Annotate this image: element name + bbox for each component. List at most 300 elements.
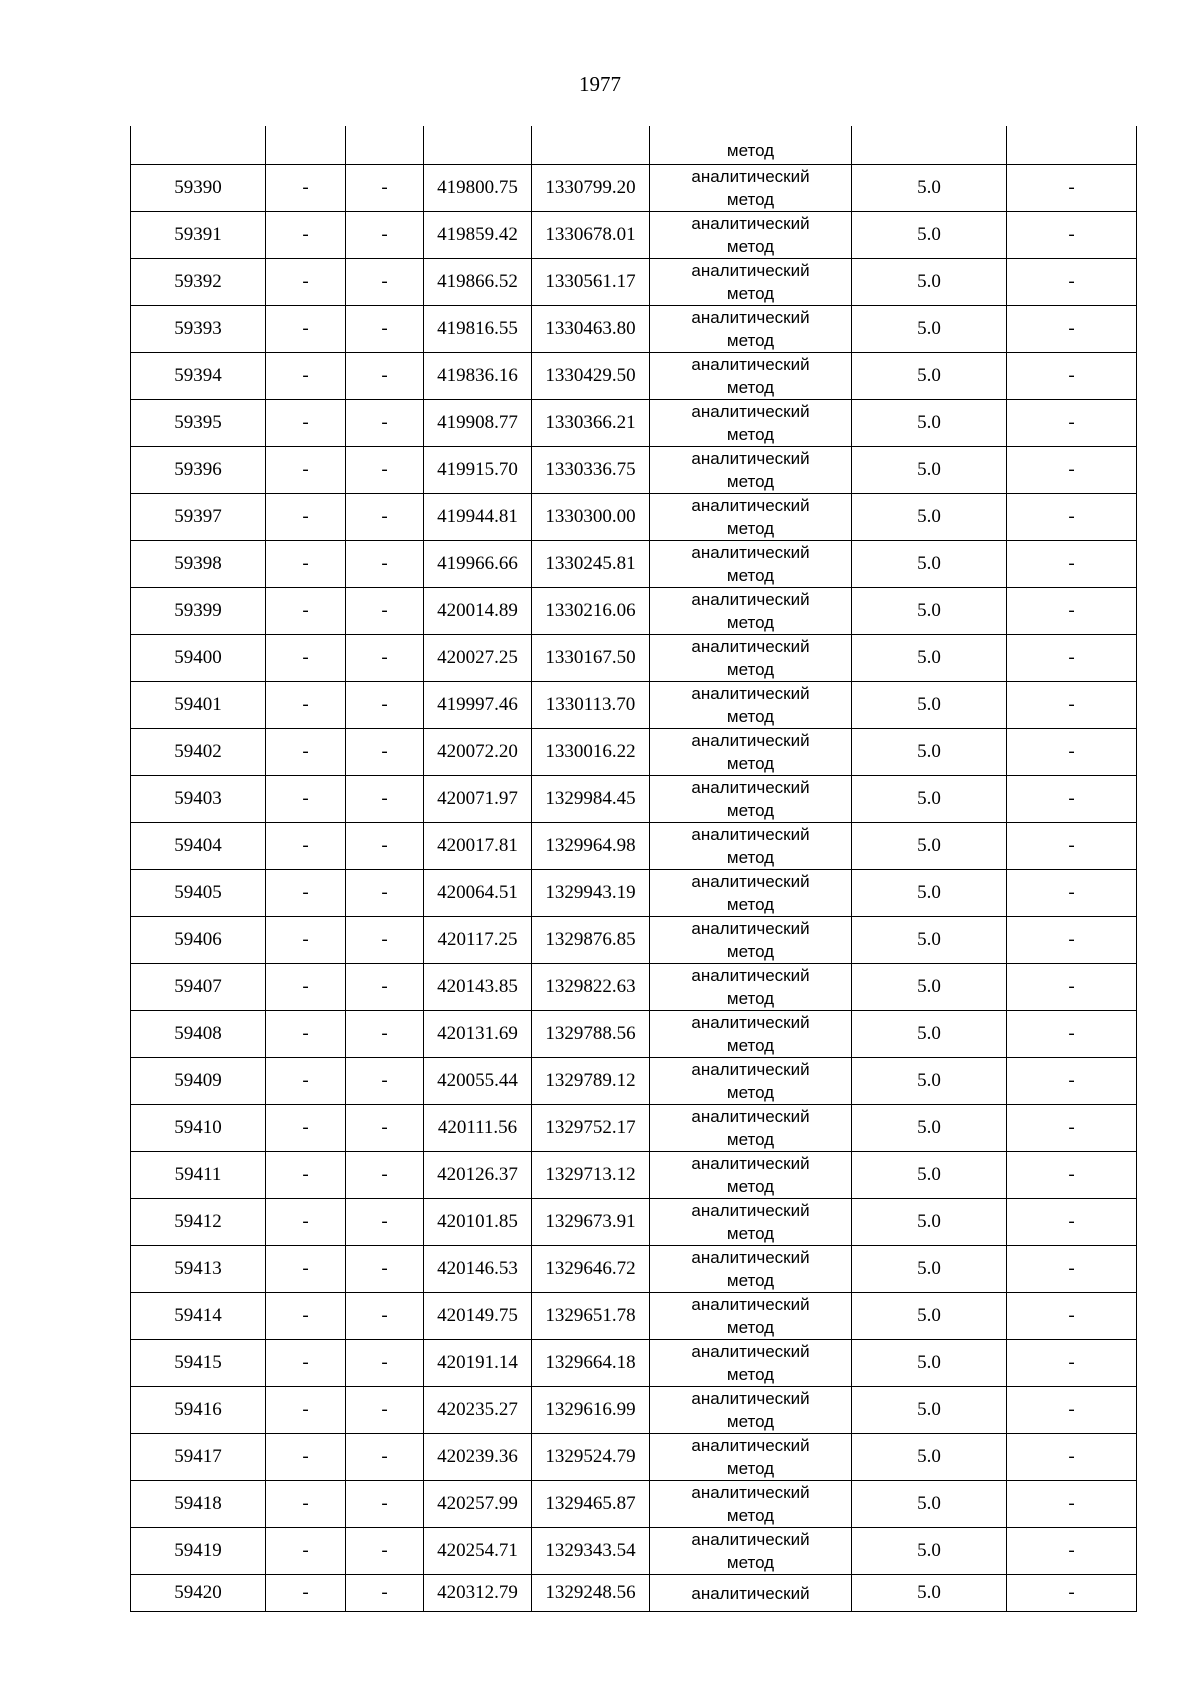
cell-y-coordinate: 1329984.45 [532,776,650,823]
cell-dash: - [346,917,424,964]
method-line-2: метод [726,1271,775,1290]
cell-method [650,1152,852,1199]
cell-dash: - [266,776,346,823]
cell-dash: - [1007,1528,1137,1575]
cell-dash: - [1007,400,1137,447]
cell-dash: - [1007,447,1137,494]
table-row [131,212,1137,259]
cell-y-coordinate: 1330245.81 [532,541,650,588]
cell-y-coordinate: 1330336.75 [532,447,650,494]
method-line-1: аналитический [691,1389,810,1408]
method-line-1: аналитический [691,1530,810,1549]
cell-method [650,1575,852,1612]
method-line-2: метод [726,1412,775,1431]
cell-dash: - [346,1575,424,1612]
cell-accuracy: 5.0 [852,1434,1007,1481]
cell-method [650,635,852,682]
method-line-1: аналитический [691,590,810,609]
cell-point-number: 59419 [131,1528,266,1575]
table-row [131,823,1137,870]
cell-x-coordinate: 420072.20 [424,729,532,776]
cell-dash: - [1007,1246,1137,1293]
cell-dash: - [346,1293,424,1340]
cell-dash: - [1007,776,1137,823]
page-number: 1977 [579,72,621,96]
method-line-2: метод [726,1318,775,1337]
cell-point-number: 59393 [131,306,266,353]
cell-x-coordinate: 419836.16 [424,353,532,400]
method-line-1: аналитический [691,825,810,844]
cell-point-number: 59415 [131,1340,266,1387]
cell-y-coordinate: 1329789.12 [532,1058,650,1105]
cell-dash: - [266,1058,346,1105]
cell-accuracy: 5.0 [852,1575,1007,1612]
cell-y-coordinate: 1329343.54 [532,1528,650,1575]
cell-method [650,870,852,917]
method-line-1: аналитический [691,1107,810,1126]
method-line-1: аналитический [691,731,810,750]
cell-dash: - [346,1340,424,1387]
cell-method [650,306,852,353]
cell-accuracy: 5.0 [852,776,1007,823]
table-row [131,353,1137,400]
cell-dash: - [1007,729,1137,776]
cell-dash: - [1007,212,1137,259]
cell-accuracy: 5.0 [852,1528,1007,1575]
cell-y-coordinate: 1329964.98 [532,823,650,870]
cell-dash: - [266,447,346,494]
cell-accuracy: 5.0 [852,588,1007,635]
cell-x-coordinate: 420126.37 [424,1152,532,1199]
cell-empty [532,126,650,165]
cell-x-coordinate: 420149.75 [424,1293,532,1340]
table-row [131,1434,1137,1481]
cell-method [650,964,852,1011]
cell-dash: - [1007,588,1137,635]
cell-dash: - [346,1011,424,1058]
cell-y-coordinate: 1330366.21 [532,400,650,447]
cell-y-coordinate: 1329651.78 [532,1293,650,1340]
method-line-2: метод [726,1177,775,1196]
cell-accuracy: 5.0 [852,729,1007,776]
cell-method [650,1199,852,1246]
method-line-1: аналитический [691,778,810,797]
table-row [131,1528,1137,1575]
cell-method [650,729,852,776]
method-line-1: аналитический [691,261,810,280]
cell-method [650,541,852,588]
cell-x-coordinate: 420014.89 [424,588,532,635]
cell-accuracy: 5.0 [852,165,1007,212]
method-line-2: метод [726,660,775,679]
cell-empty [1007,126,1137,165]
cell-dash: - [266,1575,346,1612]
cell-dash: - [266,306,346,353]
cell-y-coordinate: 1330799.20 [532,165,650,212]
cell-x-coordinate: 420312.79 [424,1575,532,1612]
cell-y-coordinate: 1329646.72 [532,1246,650,1293]
cell-x-coordinate: 419944.81 [424,494,532,541]
cell-point-number: 59394 [131,353,266,400]
cell-dash: - [266,917,346,964]
method-line-2: метод [726,566,775,585]
cell-dash: - [1007,1575,1137,1612]
method-line-2: метод [726,519,775,538]
method-line-1: аналитический [691,684,810,703]
method-line-2: метод [726,801,775,820]
cell-dash: - [346,964,424,1011]
cell-method [650,588,852,635]
table-row [131,1575,1137,1612]
cell-point-number: 59406 [131,917,266,964]
cell-accuracy: 5.0 [852,964,1007,1011]
cell-method [650,917,852,964]
cell-method [650,1105,852,1152]
cell-x-coordinate: 420239.36 [424,1434,532,1481]
cell-dash: - [346,588,424,635]
cell-dash: - [1007,353,1137,400]
cell-method [650,1293,852,1340]
cell-dash: - [266,1528,346,1575]
cell-method [650,447,852,494]
cell-dash: - [1007,1105,1137,1152]
cell-method [650,776,852,823]
method-line-2: метод [726,942,775,961]
cell-point-number: 59402 [131,729,266,776]
cell-point-number: 59397 [131,494,266,541]
cell-y-coordinate: 1330463.80 [532,306,650,353]
cell-dash: - [266,1387,346,1434]
method-line-2: метод [726,1365,775,1384]
cell-dash: - [1007,1340,1137,1387]
cell-accuracy: 5.0 [852,1340,1007,1387]
method-line-2: метод [726,472,775,491]
table-row [131,776,1137,823]
method-line-1: аналитический [691,543,810,562]
cell-dash: - [346,1058,424,1105]
cell-empty [424,126,532,165]
cell-accuracy: 5.0 [852,353,1007,400]
cell-accuracy: 5.0 [852,1058,1007,1105]
table-row [131,1058,1137,1105]
cell-y-coordinate: 1329465.87 [532,1481,650,1528]
cell-point-number: 59412 [131,1199,266,1246]
cell-point-number: 59399 [131,588,266,635]
method-line-2: метод [726,190,775,209]
cell-point-number: 59405 [131,870,266,917]
cell-dash: - [346,1434,424,1481]
cell-accuracy: 5.0 [852,400,1007,447]
cell-dash: - [346,353,424,400]
cell-method [650,1058,852,1105]
cell-dash: - [346,1152,424,1199]
cell-y-coordinate: 1330113.70 [532,682,650,729]
cell-point-number: 59390 [131,165,266,212]
cell-dash: - [266,1434,346,1481]
cell-x-coordinate: 419908.77 [424,400,532,447]
cell-accuracy: 5.0 [852,1246,1007,1293]
method-line-1: аналитический [691,167,810,186]
cell-dash: - [266,823,346,870]
table-row [131,165,1137,212]
cell-x-coordinate: 419859.42 [424,212,532,259]
cell-y-coordinate: 1329943.19 [532,870,650,917]
cell-accuracy: 5.0 [852,1293,1007,1340]
cell-method [650,400,852,447]
cell-method [650,1434,852,1481]
table-row [131,1481,1137,1528]
method-line-1: аналитический [691,1201,810,1220]
cell-point-number: 59420 [131,1575,266,1612]
cell-point-number: 59401 [131,682,266,729]
cell-dash: - [346,1105,424,1152]
cell-accuracy: 5.0 [852,635,1007,682]
cell-dash: - [1007,259,1137,306]
cell-accuracy: 5.0 [852,259,1007,306]
cell-dash: - [266,212,346,259]
table-row [131,400,1137,447]
cell-dash: - [266,353,346,400]
cell-dash: - [266,400,346,447]
cell-dash: - [1007,306,1137,353]
cell-x-coordinate: 420143.85 [424,964,532,1011]
cell-method [650,1528,852,1575]
cell-method [650,494,852,541]
method-line-1: аналитический [691,966,810,985]
cell-x-coordinate: 420101.85 [424,1199,532,1246]
cell-dash: - [1007,541,1137,588]
cell-dash: - [1007,165,1137,212]
cell-y-coordinate: 1329673.91 [532,1199,650,1246]
cell-point-number: 59398 [131,541,266,588]
cell-dash: - [1007,682,1137,729]
method-line-2: метод [726,1506,775,1525]
cell-accuracy: 5.0 [852,494,1007,541]
cell-x-coordinate: 420235.27 [424,1387,532,1434]
cell-point-number: 59407 [131,964,266,1011]
cell-x-coordinate: 419800.75 [424,165,532,212]
cell-point-number: 59400 [131,635,266,682]
cell-y-coordinate: 1330300.00 [532,494,650,541]
cell-dash: - [266,541,346,588]
table-row [131,259,1137,306]
cell-point-number: 59408 [131,1011,266,1058]
method-line-1: аналитический [691,214,810,233]
method-line-1: аналитический [691,637,810,656]
cell-dash: - [1007,1387,1137,1434]
method-line-1: аналитический [691,919,810,938]
cell-x-coordinate: 420027.25 [424,635,532,682]
method-line-2: метод [726,848,775,867]
method-line-2: метод [726,237,775,256]
cell-dash: - [266,682,346,729]
cell-dash: - [266,1481,346,1528]
method-line-2: метод [726,895,775,914]
cell-dash: - [346,870,424,917]
cell-method [650,1011,852,1058]
method-line-1: аналитический [691,355,810,374]
method-line-2: метод [726,378,775,397]
cell-y-coordinate: 1330167.50 [532,635,650,682]
cell-x-coordinate: 420191.14 [424,1340,532,1387]
cell-y-coordinate: 1329248.56 [532,1575,650,1612]
table-row [131,635,1137,682]
method-line-1: аналитический [691,308,810,327]
cell-accuracy: 5.0 [852,1011,1007,1058]
method-line-2: метод [726,613,775,632]
cell-dash: - [346,1387,424,1434]
method-line-1: аналитический [691,449,810,468]
cell-dash: - [1007,964,1137,1011]
cell-dash: - [1007,823,1137,870]
cell-x-coordinate: 420254.71 [424,1528,532,1575]
cell-dash: - [266,588,346,635]
cell-x-coordinate: 419866.52 [424,259,532,306]
cell-dash: - [1007,1199,1137,1246]
cell-dash: - [1007,870,1137,917]
cell-dash: - [346,1481,424,1528]
cell-accuracy: 5.0 [852,1105,1007,1152]
cell-dash: - [266,1011,346,1058]
cell-y-coordinate: 1330429.50 [532,353,650,400]
cell-accuracy: 5.0 [852,1387,1007,1434]
cell-y-coordinate: 1329876.85 [532,917,650,964]
cell-dash: - [266,870,346,917]
cell-x-coordinate: 420257.99 [424,1481,532,1528]
cell-method [650,1340,852,1387]
cell-point-number: 59410 [131,1105,266,1152]
method-line-2: метод [726,754,775,773]
cell-accuracy: 5.0 [852,682,1007,729]
cell-x-coordinate: 420117.25 [424,917,532,964]
method-line-1: аналитический [691,1013,810,1032]
cell-x-coordinate: 420131.69 [424,1011,532,1058]
table-row [131,964,1137,1011]
method-line-1: аналитический [691,1436,810,1455]
table-row [131,870,1137,917]
cell-point-number: 59404 [131,823,266,870]
cell-x-coordinate: 419997.46 [424,682,532,729]
table-row [131,1199,1137,1246]
cell-point-number: 59413 [131,1246,266,1293]
table-row [131,729,1137,776]
table-row [131,682,1137,729]
table-row [131,1387,1137,1434]
cell-dash: - [266,494,346,541]
cell-y-coordinate: 1330561.17 [532,259,650,306]
method-line-2: метод [726,1224,775,1243]
method-line-2: метод [726,989,775,1008]
cell-x-coordinate: 420064.51 [424,870,532,917]
table-row [131,1105,1137,1152]
table-row [131,494,1137,541]
table-row [131,447,1137,494]
cell-y-coordinate: 1329713.12 [532,1152,650,1199]
cell-point-number: 59409 [131,1058,266,1105]
cell-accuracy: 5.0 [852,1152,1007,1199]
cell-accuracy: 5.0 [852,541,1007,588]
cell-empty [266,126,346,165]
method-line-1: аналитический [691,1583,810,1603]
cell-x-coordinate: 419816.55 [424,306,532,353]
cell-y-coordinate: 1329788.56 [532,1011,650,1058]
cell-method [650,1387,852,1434]
cell-dash: - [266,1246,346,1293]
table-row [131,917,1137,964]
cell-accuracy: 5.0 [852,212,1007,259]
cell-dash: - [1007,494,1137,541]
cell-point-number: 59396 [131,447,266,494]
cell-point-number: 59416 [131,1387,266,1434]
cell-empty [852,126,1007,165]
cell-point-number: 59411 [131,1152,266,1199]
cell-method [650,682,852,729]
cell-dash: - [346,682,424,729]
cell-method [650,353,852,400]
cell-x-coordinate: 419966.66 [424,541,532,588]
cell-dash: - [266,259,346,306]
method-line-2: метод [726,707,775,726]
cell-dash: - [346,212,424,259]
cell-method [650,823,852,870]
cell-empty [346,126,424,165]
cell-point-number: 59392 [131,259,266,306]
cell-dash: - [346,494,424,541]
table-row [131,1246,1137,1293]
cell-accuracy: 5.0 [852,917,1007,964]
method-line-1: аналитический [691,496,810,515]
cell-accuracy: 5.0 [852,447,1007,494]
cell-y-coordinate: 1330678.01 [532,212,650,259]
cell-y-coordinate: 1330216.06 [532,588,650,635]
cell-dash: - [346,1528,424,1575]
cell-method [650,1481,852,1528]
cell-dash: - [1007,1152,1137,1199]
cell-y-coordinate: 1329616.99 [532,1387,650,1434]
method-line-1: аналитический [691,1342,810,1361]
cell-dash: - [1007,1011,1137,1058]
cell-accuracy: 5.0 [852,823,1007,870]
method-line-1: аналитический [691,1154,810,1173]
table-row [131,306,1137,353]
table-row [131,588,1137,635]
cell-y-coordinate: 1330016.22 [532,729,650,776]
cell-y-coordinate: 1329524.79 [532,1434,650,1481]
cell-dash: - [266,165,346,212]
method-line-2: метод [726,331,775,350]
table-row [131,1011,1137,1058]
cell-accuracy: 5.0 [852,1481,1007,1528]
cell-method [650,212,852,259]
cell-x-coordinate: 420055.44 [424,1058,532,1105]
cell-dash: - [346,1246,424,1293]
coordinates-table [130,126,1137,1612]
cell-empty [131,126,266,165]
cell-dash: - [266,1293,346,1340]
cell-dash: - [1007,917,1137,964]
cell-dash: - [266,635,346,682]
cell-dash: - [346,823,424,870]
cell-x-coordinate: 419915.70 [424,447,532,494]
cell-dash: - [346,447,424,494]
method-line-2: метод [726,1130,775,1149]
cell-y-coordinate: 1329752.17 [532,1105,650,1152]
cell-point-number: 59418 [131,1481,266,1528]
method-line-2: метод [726,1083,775,1102]
cell-accuracy: 5.0 [852,306,1007,353]
cell-dash: - [1007,635,1137,682]
cell-dash: - [1007,1058,1137,1105]
